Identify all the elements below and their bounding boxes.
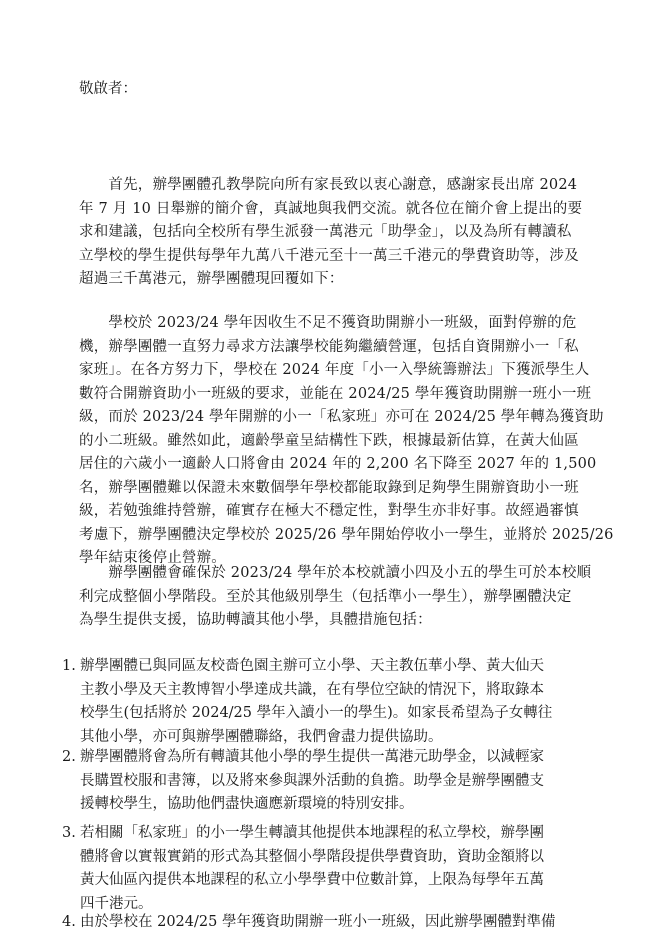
list-item-number: 1. bbox=[62, 658, 76, 674]
list-item-line: 校學生(包括將於 2024/25 學年入讀小一的學生)。如家長希望為子女轉往 bbox=[80, 705, 553, 721]
list-item-line: 主教小學及天主教博智小學達成共識，在有學位空缺的情況下，將取錄本 bbox=[80, 681, 544, 698]
paragraph-line: 利完成整個小學階段。至於其他級別學生（包括準小一學生），辦學團體決定 bbox=[79, 588, 572, 605]
list-item-line: 其他小學，亦可與辦學團體聯絡，我們會盡力提供協助。 bbox=[80, 728, 443, 745]
paragraph-line: 學年結束後停止營辦。 bbox=[79, 550, 226, 566]
paragraph-line: 機，辦學團體一直努力尋求方法讓學校能夠繼續營運，包括自資開辦小一「私 bbox=[79, 338, 579, 355]
salutation: 敬啟者： bbox=[79, 81, 137, 97]
paragraph-support bbox=[79, 562, 609, 633]
paragraph-line: 考慮下，辦學團體決定學校於 2025/26 學年開始停收小一學生，並將於 2025/26 bbox=[79, 526, 614, 543]
paragraph-line: 立學校的學生提供每學年九萬八千港元至十一萬三千港元的學費資助等，涉及 bbox=[79, 247, 579, 264]
paragraph-line: 為學生提供支援，協助轉讀其他小學，具體措施包括： bbox=[79, 612, 432, 628]
paragraph-line: 年 7 月 10 日舉辦的簡介會，真誠地與我們交流。就各位在簡介會上提出的要 bbox=[79, 200, 583, 217]
list-item-number: 3. bbox=[62, 825, 76, 841]
list-item-line: 由於學校在 2024/25 學年獲資助開辦一班小一班級，因此辦學團體對準備 bbox=[80, 914, 556, 930]
paragraph-line: 首先，辦學團體孔教學院向所有家長致以衷心謝意，感謝家長出席 2024 bbox=[79, 177, 578, 193]
paragraph-line: 超過三千萬港元，辦學團體現回覆如下： bbox=[79, 271, 344, 287]
list-item-line: 四千港元。 bbox=[80, 895, 153, 912]
list-item-line: 體將會以實報實銷的形式為其整個小學階段提供學費資助，資助金額將以 bbox=[80, 848, 544, 865]
list-item-2 bbox=[62, 746, 610, 817]
paragraph-line: 級，若勉強維持營辦，確實存在極大不穩定性，對學生亦非好事。故經過審慎 bbox=[79, 503, 579, 519]
paragraph-line: 的小二班級。雖然如此，適齡學童呈結構性下跌，根據最新估算，在黃大仙區 bbox=[79, 432, 579, 449]
paragraph-intro bbox=[79, 174, 609, 292]
list-item-line: 黃大仙區內提供本地課程的私立小學學費中位數計算，上限為每學年五萬 bbox=[80, 872, 544, 888]
paragraph-line: 學校於 2023/24 學年因收生不足不獲資助開辦小一班級，面對停辦的危 bbox=[79, 315, 577, 331]
list-item-number: 2. bbox=[62, 749, 76, 765]
list-item-3 bbox=[62, 822, 610, 916]
list-item-line: 若相關「私家班」的小一學生轉讀其他提供本地課程的私立學校，辦學團 bbox=[80, 825, 544, 841]
paragraph-line: 居住的六歲小一適齡人口將會由 2024 年的 2,200 名下降至 2027 年的 1,500 bbox=[79, 456, 597, 472]
list-item-line: 辦學團體將會為所有轉讀其他小學的學生提供一萬港元助學金，以減輕家 bbox=[80, 749, 544, 765]
paragraph-line: 求和建議，包括向全校所有學生派發一萬港元「助學金」，以及為所有轉讀私 bbox=[79, 224, 572, 240]
list-item-line: 辦學團體已與同區友校嗇色園主辦可立小學、天主教伍華小學、黃大仙天 bbox=[80, 658, 544, 674]
paragraph-line: 級，而於 2023/24 學年開辦的小一「私家班」亦可在 2024/25 學年轉為獲資助 bbox=[79, 409, 604, 425]
paragraph-line: 數符合開辦資助小一班級的要求，並能在 2024/25 學年獲資助開辦一班小一班 bbox=[79, 385, 592, 402]
list-item-4 bbox=[62, 911, 610, 935]
list-item-line: 援轉校學生，協助他們盡快適應新環境的特別安排。 bbox=[80, 796, 414, 812]
list-item-1 bbox=[62, 655, 610, 749]
list-item-line: 長購置校服和書簿，以及將來參與課外活動的負擔。助學金是辦學團體支 bbox=[80, 772, 544, 789]
paragraph-line: 辦學團體會確保於 2023/24 學年於本校就讀小四及小五的學生可於本校順 bbox=[79, 565, 592, 581]
paragraph-line: 名，辦學團體難以保證未來數個學年學校都能取錄到足夠學生開辦資助小一班 bbox=[79, 479, 579, 496]
list-item-number: 4. bbox=[62, 914, 76, 930]
paragraph-enrolment bbox=[79, 312, 614, 571]
paragraph-line: 家班」。在各方努力下，學校在 2024 年度「小一入學統籌辦法」下獲派學生人 bbox=[79, 362, 590, 378]
